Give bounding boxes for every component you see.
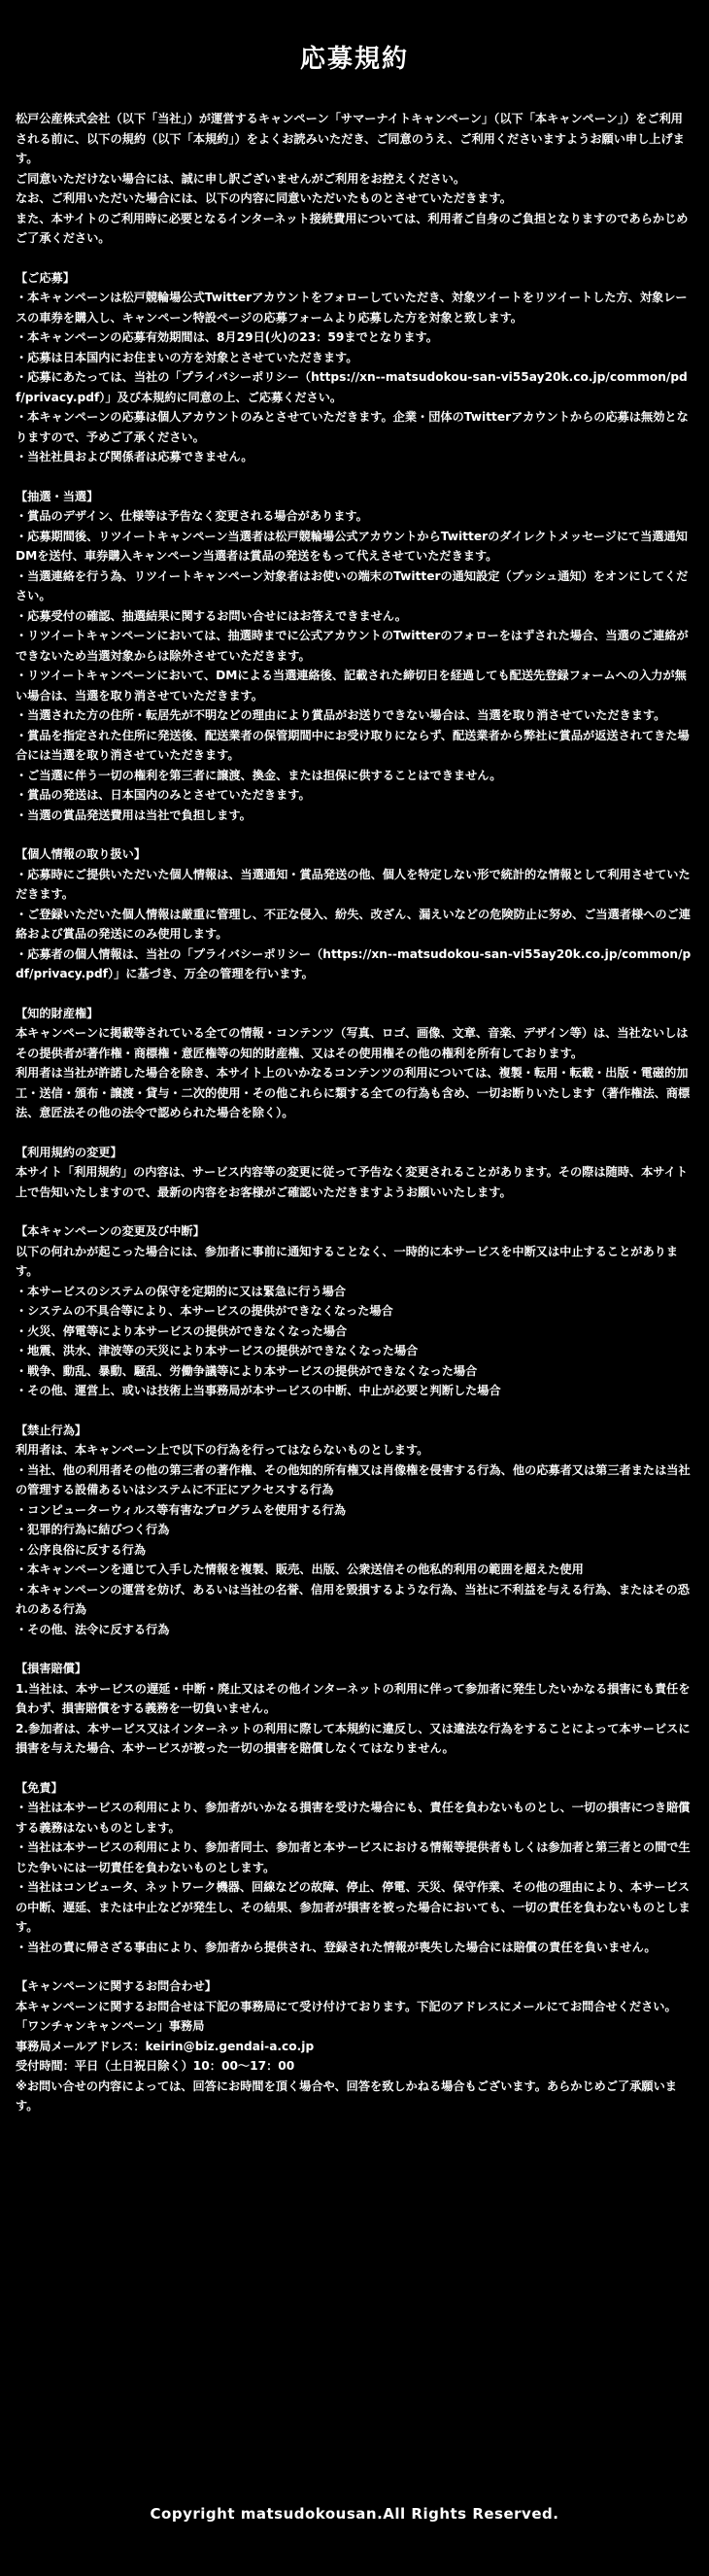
section-privacy	[16, 844, 693, 984]
section-heading: 【キャンペーンに関するお問合わせ】	[16, 1979, 217, 1993]
page-title: 応募規約	[299, 45, 409, 74]
section-item: ・リツイートキャンペーンにおいては、抽選時までに公式アカウントのTwitterのフォローをはずされた場合、当選のご連絡ができないため当選対象からは除外させていただきます。	[16, 629, 689, 663]
intro-paragraph: また、本サイトのご利用時に必要となるインターネット接続費用については、利用者ご自身のご負担となりますのであらかじめご了承ください。	[16, 211, 689, 245]
section-item: 利用者は当社が許諾した場合を除き、本サイト上のいかなるコンテンツの利用については、複製・転用・転載・出版・電磁的加工・送信・頒布・譲渡・貸与・二次的使用・その他これらに類する全ての行為も含め、一切お断りいたします（著作権法、商標法、意匠法その他の法令で認められた場合を除く）。	[16, 1066, 691, 1119]
section-item: ・火災、停電等により本サービスの提供ができなくなった場合	[16, 1323, 348, 1338]
section-item: 2.参加者は、本サービス又はインターネットの利用に際して本規約に違反し、又は違法な行為をすることによって本サービスに損害を与えた場合、本サービスが被った一切の損害を賠償しなくてはなりません。	[16, 1721, 691, 1755]
section-item: ・応募期間後、リツイートキャンペーン当選者は松戸競輪場公式アカウントからTwitterのダイレクトメッセージにて当選通知DMを送付、車券購入キャンペーン当選者は賞品の発送をもって代えさせていただきます。	[16, 529, 688, 563]
section-item: ・当選の賞品発送費用は当社で負担します。	[16, 807, 252, 822]
section-item: 以下の何れかが起こった場合には、参加者に事前に通知することなく、一時的に本サービスを中断又は中止することがあります。	[16, 1244, 679, 1278]
section-intellectual-property	[16, 1004, 693, 1123]
section-campaign-change	[16, 1221, 693, 1401]
section-contact	[16, 1976, 693, 2116]
section-item: ・賞品の発送は、日本国内のみとさせていただきます。	[16, 788, 311, 802]
section-item: ・当社社員および関係者は応募できません。	[16, 450, 253, 464]
section-heading: 【個人情報の取り扱い】	[16, 847, 147, 861]
section-item: ・本キャンペーンは松戸競輪場公式Twitterアカウントをフォローしていただき、対象ツイートをリツイートした方、対象レースの車券を購入し、キャンペーン特設ページの応募フォームより応募した方を対象と致します。	[16, 291, 688, 325]
section-item: ・システムの不具合等により、本サービスの提供ができなくなった場合	[16, 1304, 393, 1318]
section-item: ・本キャンペーンの応募有効期間は、8月29日(火)の23：59までとなります。	[16, 330, 438, 344]
section-item: 本サイト「利用規約」の内容は、サービス内容等の変更に従って予告なく変更されることがあります。その際は随時、本サイト上で告知いたしますので、最新の内容をお客様がご確認いただきますようお願いいたします。	[16, 1165, 689, 1199]
section-item: ・ご当選に伴う一切の権利を第三者に譲渡、換金、または担保に供することはできません。	[16, 768, 502, 782]
intro-paragraph: なお、ご利用いただいた場合には、以下の内容に同意いただいたものとさせていただきます。	[16, 191, 512, 205]
section-application	[16, 268, 693, 467]
section-item: ・その他、運営上、或いは技術上当事務局が本サービスの中断、中止が必要と判断した場合	[16, 1384, 501, 1397]
section-item: ・当社は本サービスの利用により、参加者がいかなる損害を受けた場合にも、責任を負わないものとし、一切の損害につき賠償する義務はないものとします。	[16, 1801, 691, 1835]
section-item: ・当選された方の住所・転居先が不明などの理由により賞品がお送りできない場合は、当選を取り消させていただきます。	[16, 708, 666, 722]
contact-email: 事務局メールアドレス：keirin@biz.gendai-a.co.jp	[16, 2039, 315, 2053]
section-item: ・本キャンペーンを通じて入手した情報を複製、販売、出版、公衆送信その他私的利用の範囲を超えた使用	[16, 1563, 584, 1576]
section-lottery	[16, 487, 693, 826]
section-item: ・リツイートキャンペーンにおいて、DMによる当選連絡後、記載された締切日を経過しても配送先登録フォームへの入力が無い場合は、当選を取り消させていただきます。	[16, 669, 687, 703]
contact-hours: 受付時間：平日（土日祝日除く）10：00～17：00	[16, 2059, 295, 2073]
intro-paragraph: ご同意いただけない場合には、誠に申し訳ございませんがご利用をお控えください。	[16, 171, 466, 186]
section-terms-change	[16, 1143, 693, 1203]
section-heading: 【ご応募】	[16, 270, 75, 285]
section-item: ・ご登録いただいた個人情報は厳重に管理し、不正な侵入、紛失、改ざん、漏えいなどの危険防止に努め、ご当選者様へのご連絡および賞品の発送にのみ使用します。	[16, 907, 691, 941]
section-heading: 【禁止行為】	[16, 1423, 87, 1437]
section-item: ・賞品のデザイン、仕様等は予告なく変更される場合があります。	[16, 509, 368, 523]
section-item: ・犯罪的行為に結びつく行為	[16, 1523, 170, 1536]
section-item: ・当社は本サービスの利用により、参加者同士、参加者と本サービスにおける情報等提供者もしくは参加者と第三者との間で生じた争いには一切責任を負わないものとします。	[16, 1840, 691, 1874]
section-heading: 【知的財産権】	[16, 1006, 99, 1020]
section-item: ・本サービスのシステムの保守を定期的に又は緊急に行う場合	[16, 1284, 347, 1298]
section-damages	[16, 1659, 693, 1759]
section-item: ・当社はコンピュータ、ネットワーク機器、回線などの故障、停止、停電、天災、保守作業、その他の理由により、本サービスの中断、遅延、または中止などが発生し、その結果、参加者が損害を被った場合においても、一切の責任を負わないものとします。	[16, 1880, 691, 1934]
section-heading: 【利用規約の変更】	[16, 1145, 122, 1159]
section-item: ・戦争、動乱、暴動、騒乱、労働争議等により本サービスの提供ができなくなった場合	[16, 1363, 478, 1378]
copyright-footer: Copyright matsudokousan.All Rights Reserved.	[150, 2505, 559, 2523]
section-item: 本キャンペーンに掲載等されている全ての情報・コンテンツ（写真、ロゴ、画像、文章、音楽、デザイン等）は、当社ないしはその提供者が著作権・商標権・意匠権等の知的財産権、又はその使用権その他の権利を所有しております。	[16, 1026, 689, 1060]
section-heading: 【免責】	[16, 1780, 63, 1795]
section-item: ・応募時にご提供いただいた個人情報は、当選通知・賞品発送の他、個人を特定しない形で統計的な情報として利用させていただきます。	[16, 867, 691, 901]
section-item: ・当社、他の利用者その他の第三者の著作権、その他知的所有権又は肖像権を侵害する行為、他の応募者又は第三者または当社の管理する設備あるいはシステムに不正にアクセスする行為	[16, 1462, 691, 1496]
section-item: ・地震、洪水、津波等の天災により本サービスの提供ができなくなった場合	[16, 1344, 419, 1357]
section-item: ※お問い合せの内容によっては、回答にお時間を頂く場合や、回答を致しかねる場合もございます。あらかじめご了承願います。	[16, 2078, 677, 2112]
section-item: ・応募受付の確認、抽選結果に関するお問い合せにはお答えできません。	[16, 608, 407, 623]
section-item: ・賞品を指定された住所に発送後、配送業者の保管期間中にお受け取りにならず、配送業者から弊社に賞品が返送されてきた場合には当選を取り消させていただきます。	[16, 728, 690, 762]
section-item: ・当選連絡を行う為、リツイートキャンペーン対象者はお使いの端末のTwitterの通知設定（プッシュ通知）をオンにしてください。	[16, 568, 689, 602]
section-item: ・コンピューターウィルス等有害なプログラムを使用する行為	[16, 1502, 347, 1517]
section-heading: 【本キャンペーンの変更及び中断】	[16, 1224, 205, 1238]
section-item: 本キャンペーンに関するお問合せは下記の事務局にて受け付けております。下記のアドレスにメールにてお問合せください。	[16, 1999, 677, 2013]
section-heading: 【損害賠償】	[16, 1662, 87, 1675]
section-item: ・当社の責に帰さざる事由により、参加者から提供され、登録された情報が喪失した場合には賠償の責任を負いません。	[16, 1940, 657, 1954]
section-prohibited	[16, 1421, 693, 1640]
section-item: ・応募にあたっては、当社の「プライバシーポリシー（https://xn--matsudokou-san-vi55ay20k.co.jp/common/pdf/privacy.pdf）」及び本規約に同意の上、ご応募ください。	[16, 370, 688, 404]
intro-block	[16, 109, 693, 249]
section-item: ・本キャンペーンの応募は個人アカウントのみとさせていただきます。企業・団体のTwitterアカウントからの応募は無効となりますので、予めご了承ください。	[16, 410, 689, 444]
section-item: ・応募者の個人情報は、当社の「プライバシーポリシー（https://xn--matsudokou-san-vi55ay20k.co.jp/common/pdf/privacy.pdf）」に基づき、万全の管理を行います。	[16, 946, 692, 980]
section-disclaimer	[16, 1778, 693, 1958]
section-heading: 【抽選・当選】	[16, 489, 99, 503]
section-item: ・応募は日本国内にお住まいの方を対象とさせていただきます。	[16, 350, 358, 364]
contact-office-name: 「ワンチャンキャンペーン」事務局	[16, 2019, 205, 2033]
section-item: ・その他、法令に反する行為	[16, 1622, 170, 1636]
intro-paragraph: 松戸公産株式会社（以下「当社」）が運営するキャンペーン「サマーナイトキャンペーン」（以下「本キャンペーン」）をご利用される前に、以下の規約（以下「本規約」）をよくお読みいただき、ご同意のうえ、ご利用くださいますようお願い申し上げます。	[16, 112, 685, 165]
section-item: ・本キャンペーンの運営を妨げ、あるいは当社の名誉、信用を毀損するような行為、当社に不利益を与える行為、またはその恐れのある行為	[16, 1582, 690, 1616]
section-item: ・公序良俗に反する行為	[16, 1542, 147, 1557]
section-item: 1.当社は、本サービスの遅延・中断・廃止又はその他インターネットの利用に伴って参加者に発生したいかなる損害にも責任を負わず、損害賠償をする義務を一切負いません。	[16, 1681, 691, 1715]
section-item: 利用者は、本キャンペーン上で以下の行為を行ってはならないものとします。	[16, 1443, 429, 1457]
